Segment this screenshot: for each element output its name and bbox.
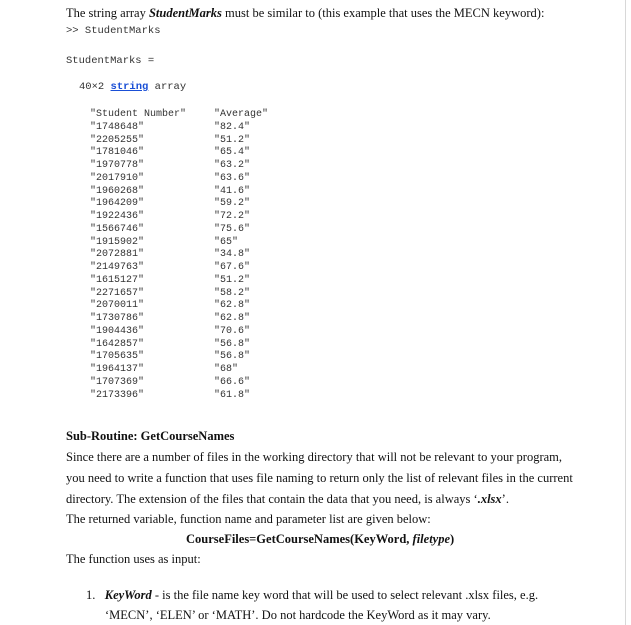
table-row — [90, 390, 294, 403]
student-number-cell: "1922436" — [90, 211, 145, 222]
student-number-cell: "2271657" — [90, 287, 145, 299]
table-row — [90, 237, 294, 250]
student-number-cell: "1960268" — [90, 185, 145, 197]
p3-before: directory. The extension of the files that contain the data that you need, is always ‘ — [66, 492, 478, 506]
subroutine-heading: Sub-Routine: GetCourseNames — [66, 429, 235, 443]
average-cell: "68" — [214, 364, 239, 375]
table-row — [90, 364, 294, 377]
student-number-cell: "1705635" — [90, 351, 145, 363]
console-size-line — [79, 81, 186, 93]
table-row — [90, 198, 294, 211]
description-line-3 — [66, 492, 509, 507]
average-cell: "51.2" — [214, 134, 251, 146]
average-cell: "61.8" — [214, 389, 251, 401]
average-cell: "63.6" — [214, 172, 251, 184]
student-number-cell: "1730786" — [90, 313, 145, 324]
table-row — [90, 288, 294, 301]
average-cell: "65" — [214, 236, 239, 248]
usage-line: The function uses as input: — [66, 552, 201, 566]
average-cell: "75.6" — [214, 223, 251, 235]
function-signature — [186, 532, 454, 547]
signature-main: CourseFiles=GetCourseNames(KeyWord, — [186, 532, 413, 546]
table-row — [90, 262, 294, 275]
student-number-cell: "1748648" — [90, 121, 145, 133]
table-row — [90, 147, 294, 160]
average-cell: "70.6" — [214, 325, 251, 337]
class-link[interactable]: string — [110, 81, 149, 93]
intro-after: must be similar to (this example that uses the MECN keyword): — [221, 6, 545, 20]
file-extension: .xlsx — [477, 492, 502, 506]
list-number: 1. — [86, 588, 96, 602]
student-number-cell: "1964137" — [90, 364, 145, 375]
student-number-cell: "1566746" — [90, 223, 145, 235]
student-number-cell: "2070011" — [90, 300, 145, 312]
console-output-lhs: StudentMarks = — [66, 55, 155, 67]
signature-param: filetype — [412, 532, 451, 546]
table-row — [90, 160, 294, 173]
average-cell: "59.2" — [214, 198, 251, 210]
average-cell: "63.2" — [214, 160, 251, 171]
table-row — [90, 377, 294, 390]
table-row — [90, 275, 294, 288]
average-cell: "72.2" — [214, 211, 251, 222]
average-cell: "56.8" — [214, 351, 251, 363]
array-size: 40×2 — [79, 81, 105, 93]
average-cell: "82.4" — [214, 121, 251, 133]
student-number-cell: "1615127" — [90, 274, 145, 286]
table-row — [90, 211, 294, 224]
student-number-cell: "1970778" — [90, 160, 145, 171]
description-line-2: you need to write a function that uses file naming to return only the list of relevant files in the current — [66, 471, 573, 485]
table-row — [90, 249, 294, 262]
description-line-1: Since there are a number of files in the working directory that will not be relevant to your program, — [66, 450, 563, 464]
average-cell: "41.6" — [214, 185, 251, 197]
table-row — [90, 339, 294, 352]
table-row — [90, 300, 294, 313]
intro-paragraph — [66, 6, 544, 21]
list-item-continuation: ‘MECN’, ‘ELEN’ or ‘MATH’. Do not hardcode the KeyWord as it may vary. — [105, 608, 491, 622]
average-cell: "58.2" — [214, 287, 251, 299]
table-row — [90, 122, 294, 135]
p3-after: ’. — [501, 492, 509, 506]
student-number-cell: "2173396" — [90, 389, 145, 401]
average-cell: "62.8" — [214, 300, 251, 312]
header-average: "Average" — [214, 109, 269, 120]
average-cell: "67.6" — [214, 262, 251, 273]
intro-before: The string array — [66, 6, 149, 20]
string-array-output — [90, 109, 294, 402]
table-row — [90, 109, 294, 122]
list-term: KeyWord — [104, 588, 152, 602]
student-number-cell: "2072881" — [90, 249, 145, 261]
table-row — [90, 135, 294, 148]
table-row — [90, 351, 294, 364]
student-number-cell: "1904436" — [90, 325, 145, 337]
variable-name: StudentMarks — [148, 6, 222, 20]
average-cell: "65.4" — [214, 147, 251, 159]
student-number-cell: "2205255" — [90, 134, 145, 146]
table-row — [90, 186, 294, 199]
student-number-cell: "2149763" — [90, 262, 145, 273]
table-row — [90, 173, 294, 186]
average-cell: "34.8" — [214, 249, 251, 261]
average-cell: "56.8" — [214, 338, 251, 350]
average-cell: "66.6" — [214, 376, 251, 388]
console-command: >> StudentMarks — [66, 25, 161, 37]
table-row — [90, 313, 294, 326]
student-number-cell: "1707369" — [90, 376, 145, 388]
list-text: - is the file name key word that will be used to select relevant .xlsx files, e.g. — [151, 588, 539, 602]
student-number-cell: "1915902" — [90, 236, 145, 248]
type-word: array — [154, 81, 187, 93]
table-row — [90, 224, 294, 237]
average-cell: "62.8" — [214, 313, 251, 324]
student-number-cell: "1964209" — [90, 198, 145, 210]
header-student-number: "Student Number" — [90, 109, 187, 120]
signature-end: ) — [450, 532, 455, 546]
description-line-4: The returned variable, function name and parameter list are given below: — [66, 512, 431, 526]
student-number-cell: "2017910" — [90, 172, 145, 184]
student-number-cell: "1781046" — [90, 147, 145, 159]
table-row — [90, 326, 294, 339]
student-number-cell: "1642857" — [90, 338, 145, 350]
list-item — [86, 588, 538, 603]
average-cell: "51.2" — [214, 274, 251, 286]
